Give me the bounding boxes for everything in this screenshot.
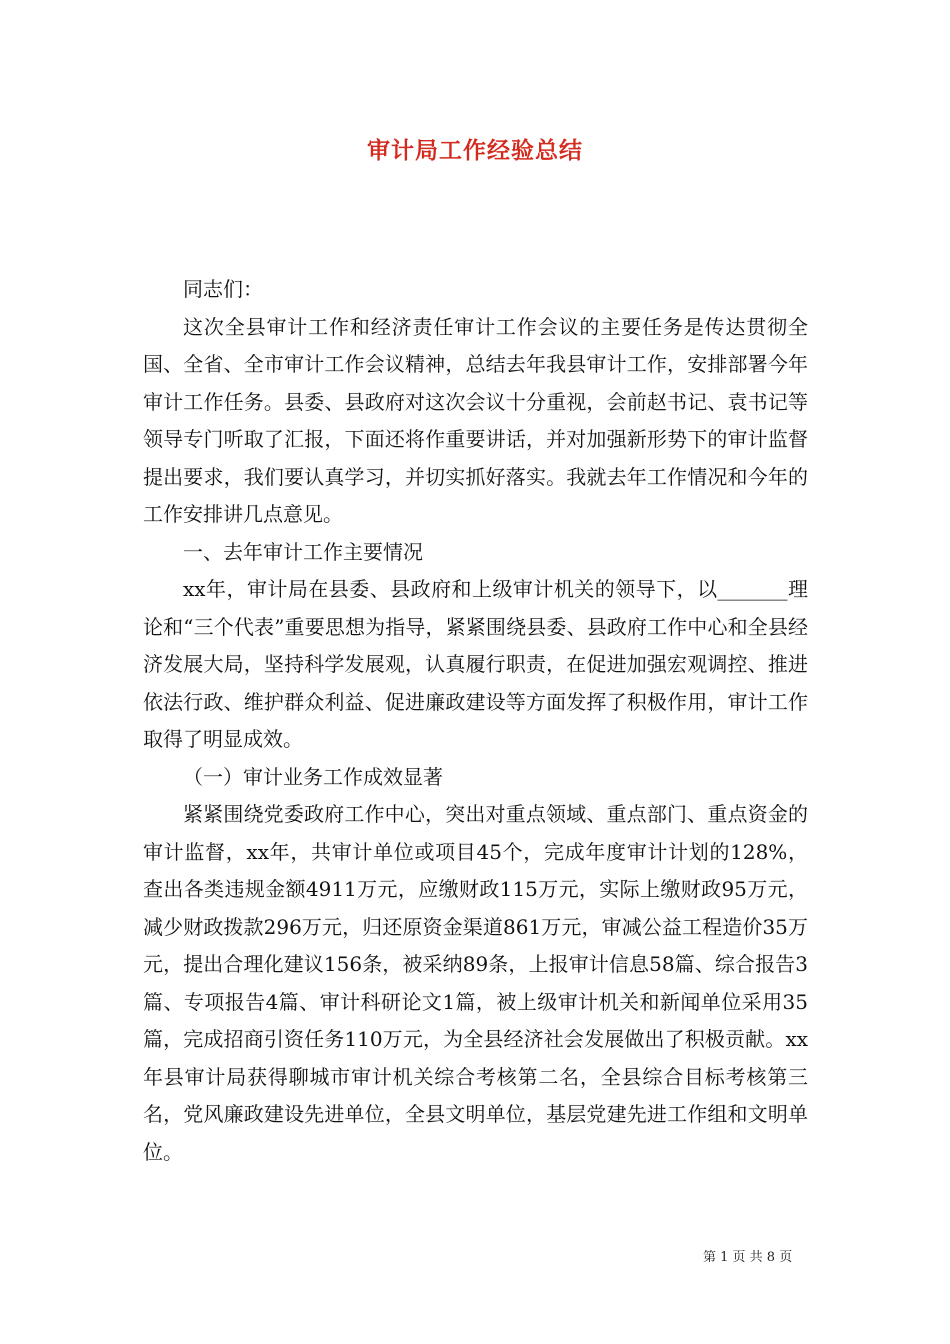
salutation: 同志们：	[183, 277, 263, 301]
section-heading: 一、去年审计工作主要情况	[183, 539, 423, 564]
page-number: 第 1 页 共 8 页	[703, 1250, 793, 1265]
document-body	[143, 271, 808, 1171]
document-title: 审计局工作经验总结	[367, 137, 583, 164]
subsection-paragraph: 紧紧围绕党委政府工作中心，突出对重点领域、重点部门、重点资金的审计监督，xx年，共审计单位或项目45个，完成年度审计计划的128%，查出各类违规金额4911万元，应缴财政115万元，实际上缴财政95万元，减少财政拨款296万元，归还原资金渠道861万元，审减公益工程造价35万元，提出合理化建议156条，被采纳89条，上报审计信息58篇、综合报告3篇、专项报告4篇、审计科研论文1篇，被上级审计机关和新闻单位采用35篇，完成招商引资任务110万元，为全县经济社会发展做出了积极贡献。xx年县审计局获得聊城市审计机关综合考核第二名，全县综合目标考核第三名，党风廉政建设先进单位，全县文明单位，基层党建先进工作组和文明单位。	[143, 802, 808, 1164]
intro-paragraph: 这次全县审计工作和经济责任审计工作会议的主要任务是传达贯彻全国、全省、全市审计工作会议精神，总结去年我县审计工作，安排部署今年审计工作任务。县委、县政府对这次会议十分重视，会前赵书记、袁书记等领导专门听取了汇报，下面还将作重要讲话，并对加强新形势下的审计监督提出要求，我们要认真学习，并切实抓好落实。我就去年工作情况和今年的工作安排讲几点意见。	[143, 314, 808, 526]
section-paragraph: xx年，审计局在县委、县政府和上级审计机关的领导下，以_______理论和“三个代表”重要思想为指导，紧紧围绕县委、县政府工作中心和全县经济发展大局，坚持科学发展观，认真履行职责，在促进加强宏观调控、推进依法行政、维护群众利益、促进廉政建设等方面发挥了积极作用，审计工作取得了明显成效。	[143, 577, 808, 751]
subsection-heading: （一）审计业务工作成效显著	[183, 764, 443, 789]
